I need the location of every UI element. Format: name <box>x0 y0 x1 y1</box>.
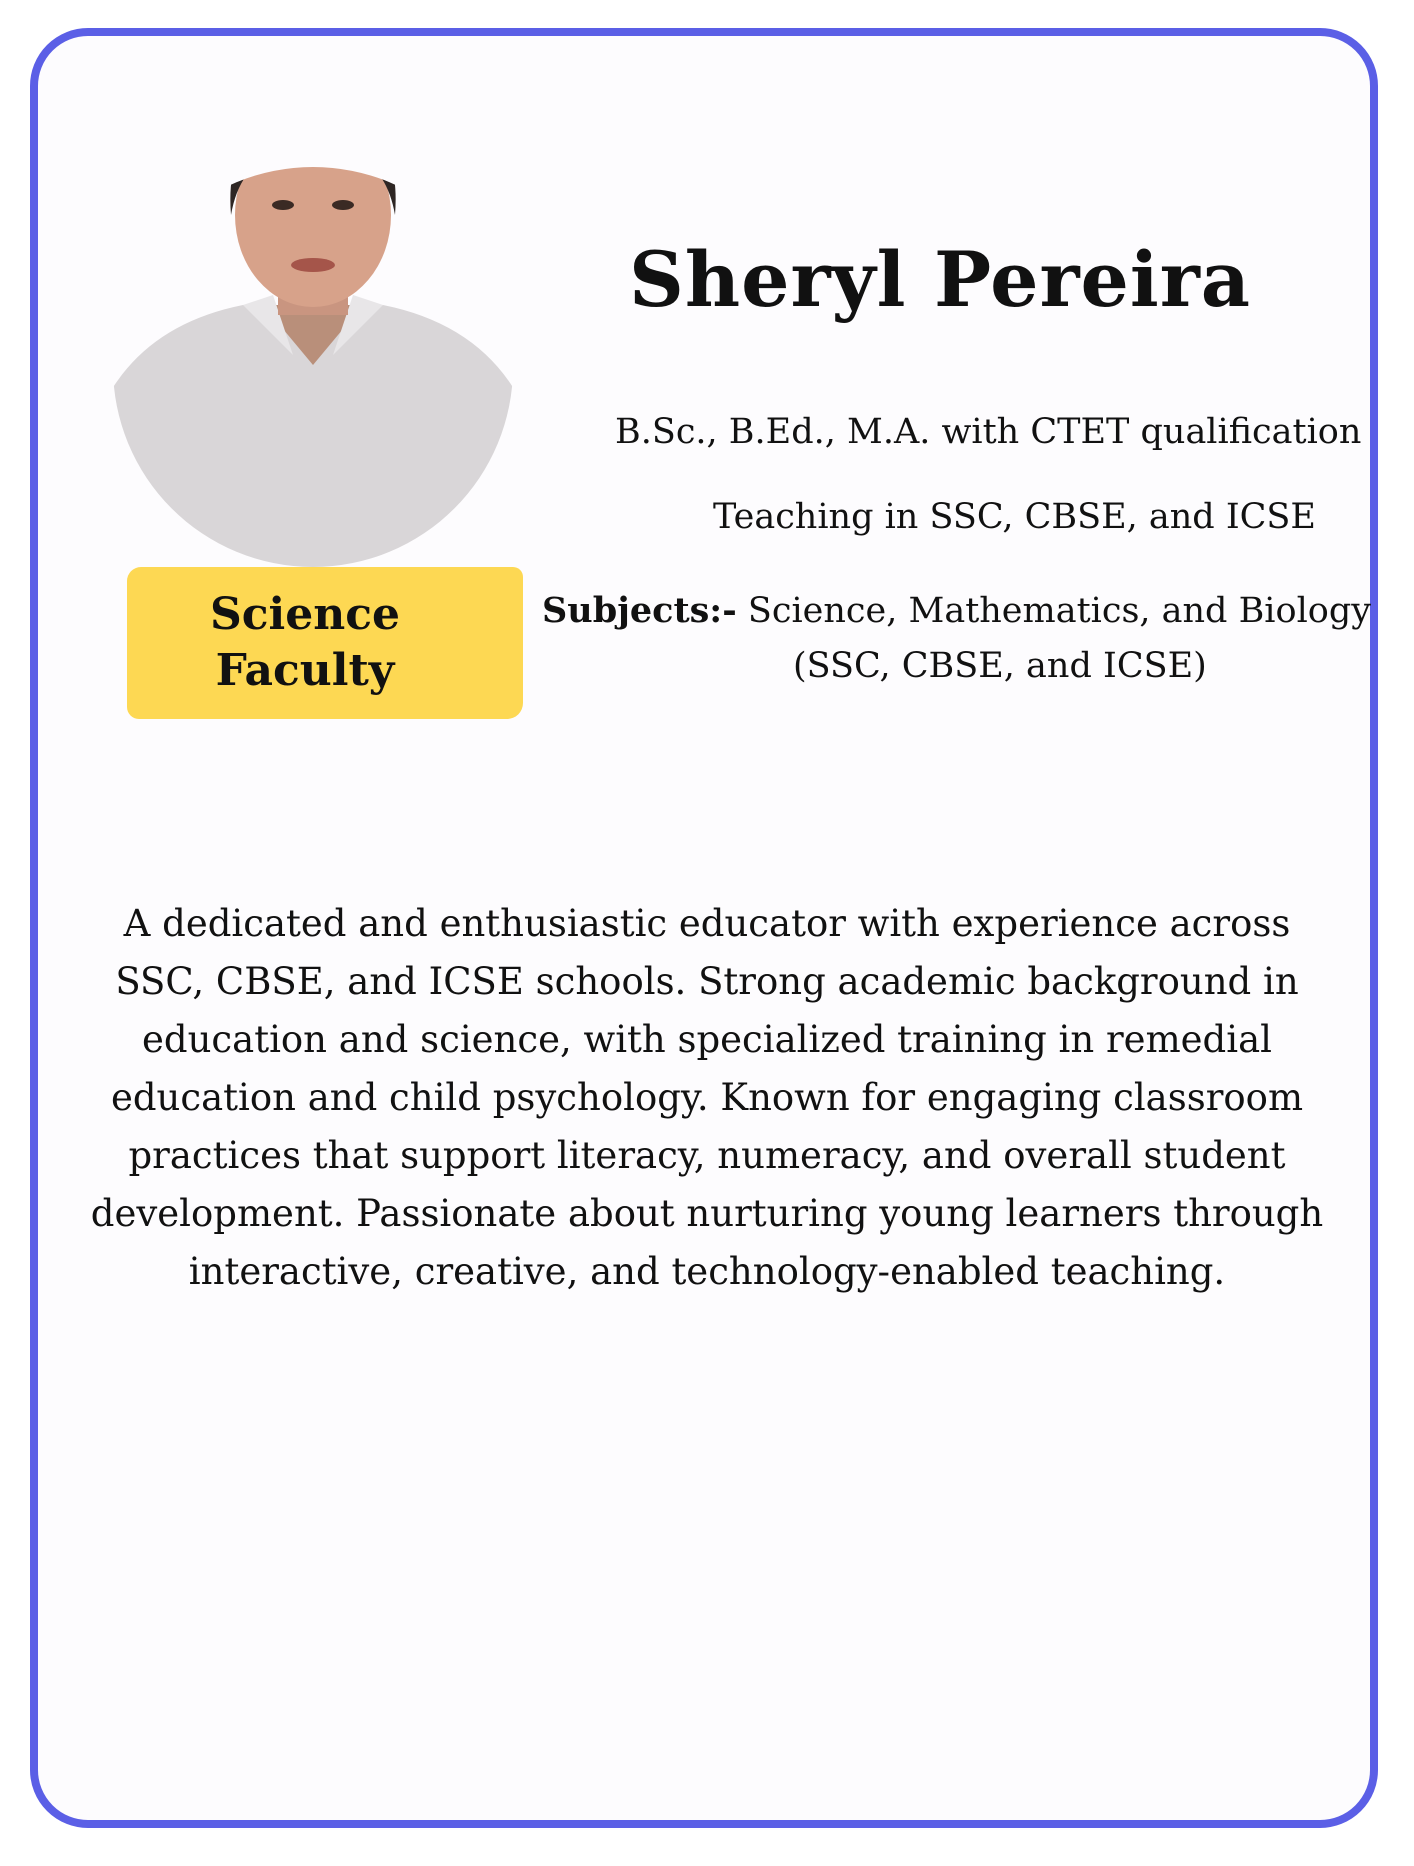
subjects-value: Science, Mathematics, and Biology <box>747 591 1372 631</box>
faculty-badge <box>127 567 523 719</box>
badge-line-2: Faculty <box>215 645 395 696</box>
subjects-line <box>542 590 1371 631</box>
profile-photo <box>113 105 513 567</box>
teacher-name: Sheryl Pereira <box>628 235 1252 324</box>
bio-paragraph: A dedicated and enthusiastic educator with experience across SSC, CBSE, and ICSE schools. Strong academic background in education and science, with specialized training in remedial education and child psychology. Known for engaging classroom practices that support literacy, numeracy, and overall student development. Passionate about nurturing young learners through interactive, creative, and technology-enabled teaching. <box>90 902 1324 1293</box>
subjects-label: Subjects:- <box>542 590 737 631</box>
subjects-boards: (SSC, CBSE, and ICSE) <box>793 646 1207 686</box>
teaching-boards: Teaching in SSC, CBSE, and ICSE <box>713 497 1316 537</box>
qualifications: B.Sc., B.Ed., M.A. with CTET qualification <box>615 412 1362 452</box>
badge-line-1: Science <box>209 589 401 640</box>
